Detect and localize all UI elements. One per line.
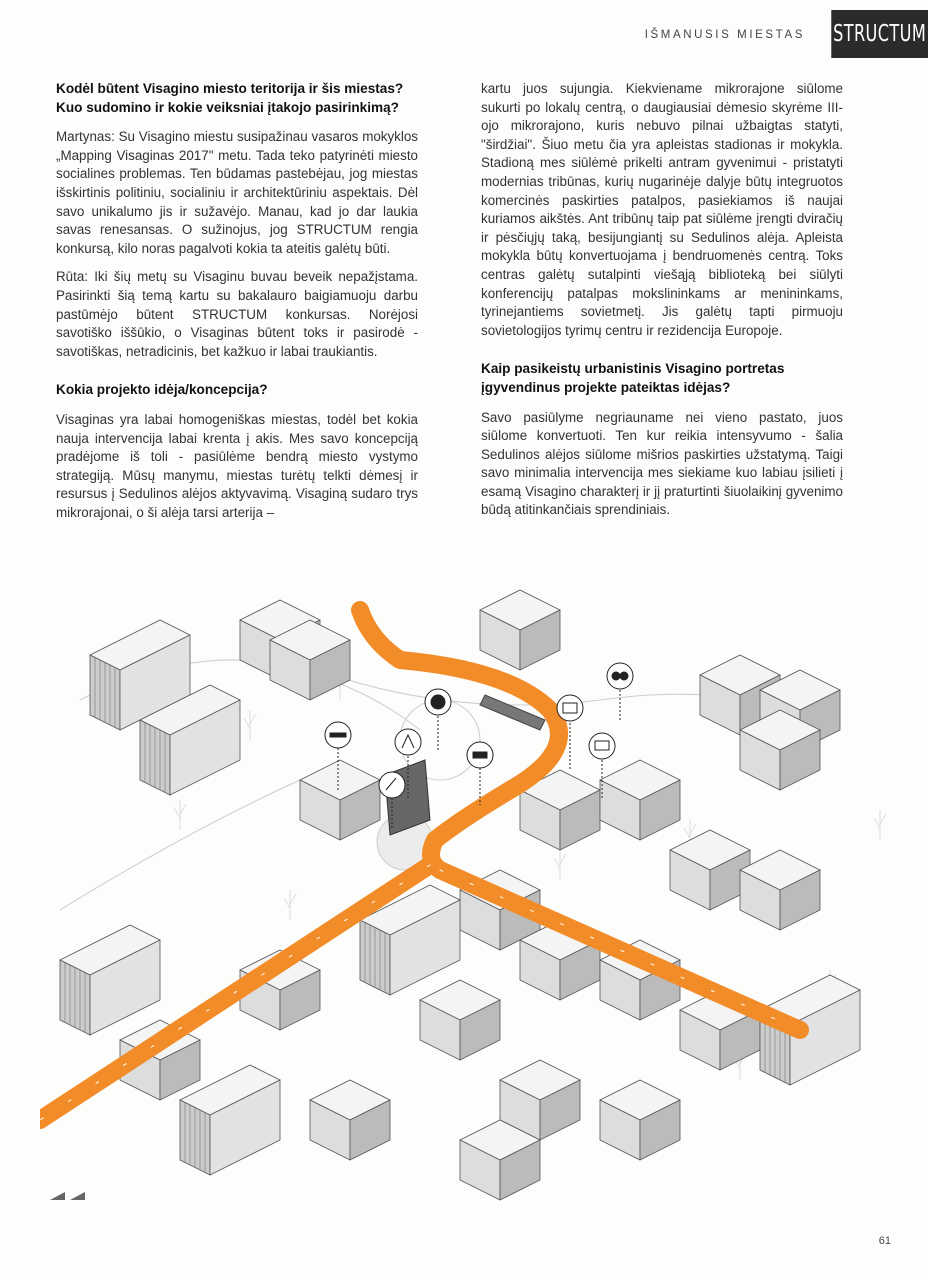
brand-logo: STRUCTUM [831,10,928,58]
paragraph: Rūta: Iki šių metų su Visaginu buvau beveik nepažįstama. Pasirinkti šią temą kartu su bakalauro baigiamuoju darbu pastūmėjo būtent STRUCTUM konkursas. Norėjosi savotiško iššūkio, o Visaginas būtent toks ir pasirodė - savotiškas, netradicinis, bet kažkuo ir labai traukiantis. [56,269,418,359]
section-label: IŠMANUSIS MIESTAS [644,29,805,41]
right-column [481,80,843,530]
question-heading: Kokia projekto idėja/koncepcija? [56,382,268,398]
left-column [56,80,418,532]
football-icon [425,689,451,750]
question-heading: Kodėl būtent Visagino miesto teritorija ir šis miestas? Kuo sudomino ir kokie veiksniai įtakojo pasirinkimą? [56,81,404,115]
paragraph: Savo pasiūlyme negriauname nei vieno pastato, juos siūlome konvertuoti. Ten kur reikia intensyvumo - šalia Sedulinos alėjos siūlome mišrios paskirties užstatymą. Taigi savo minimalia intervencija mes siekiame kuo labiau įsilieti į esamą Visagino charakterį ir jį praturtinti šiuolaikinį gyvenimo būdą atitinkančiais sprendiniais. [481,409,843,518]
paragraph: Martynas: Su Visagino miestu susipažinau vasaros mokyklos „Mapping Visaginas 2017" metu. Tada teko patyrinėti miesto socialines problemas. Ten būdamas pastebėjau, jog miestas išskirtinis politiniu, socialiniu ir architektūriniu aspektais. Dėl savo unikalumo jis ir sužavėjo. Manau, kad jo dar laukia savas renesansas. O sužinojus, jog STRUCTUM rengia konkursą, kilo noras pagalvoti kokia ta ateitis galėtų būti. [56,129,418,256]
axonometric-illustration [40,580,908,1210]
paragraph: kartu juos sujungia. Kiekvienamе mikrorajone siūlome sukurti po lokalų centrą, o daugiausiai dėmesio skyrėme III-ojo mikrorajono, kuris nebuvo pilnai užbaigtas statyti, "širdžiai". Šiuo metu čia yra apleistas stadionas ir mokykla. Stadioną mes siūlėmė prikelti antram gyvenimui - pristatyti modernias tribūnas, kurių nugarinėje dalyje būtų integruotos komercinės paskirties patalpos, pasiekiamos iš naujai kuriamos aikštės. Ant tribūnų taip pat siūlėme įrengti dviračių ir pėsčiųjų taką, besijungiantį su Sedulinos alėja. Apleista mokykla būtų konvertuojama į bendruomenės centrą. Toks centras galėtų sutalpinti viešąją biblioteką bei siūlyti konferencijų patalpas mokslininkams ar menininkams, tyrinejantiems sovietmetį. Jis galėtų tapti pirmuoju sovietologijos tyrimų centru ir rezidencija Europoje. [481,81,843,338]
theatre-masks-icon [607,663,633,720]
page-number: 61 [878,1235,891,1247]
question-heading: Kaip pasikeistų urbanistinis Visagino portretas įgyvendinus projekte pateiktas idėjas? [481,361,785,395]
paragraph: Visaginas yra labai homogeniškas miestas, todėl bet kokia nauja intervencija labai krenta į akis. Mes savo koncepciją pradėjome iš toli - pasiūlėme bendrą miesto vystymo strategiją. Mūsų manymu, miestas turėtų telkti dėmesį ir resursus į Sedulinos alėjos aktyvavimą. Visaginą sudaro trys mikrorajonai, o ši alėja tarsi arterija – [56,411,418,520]
